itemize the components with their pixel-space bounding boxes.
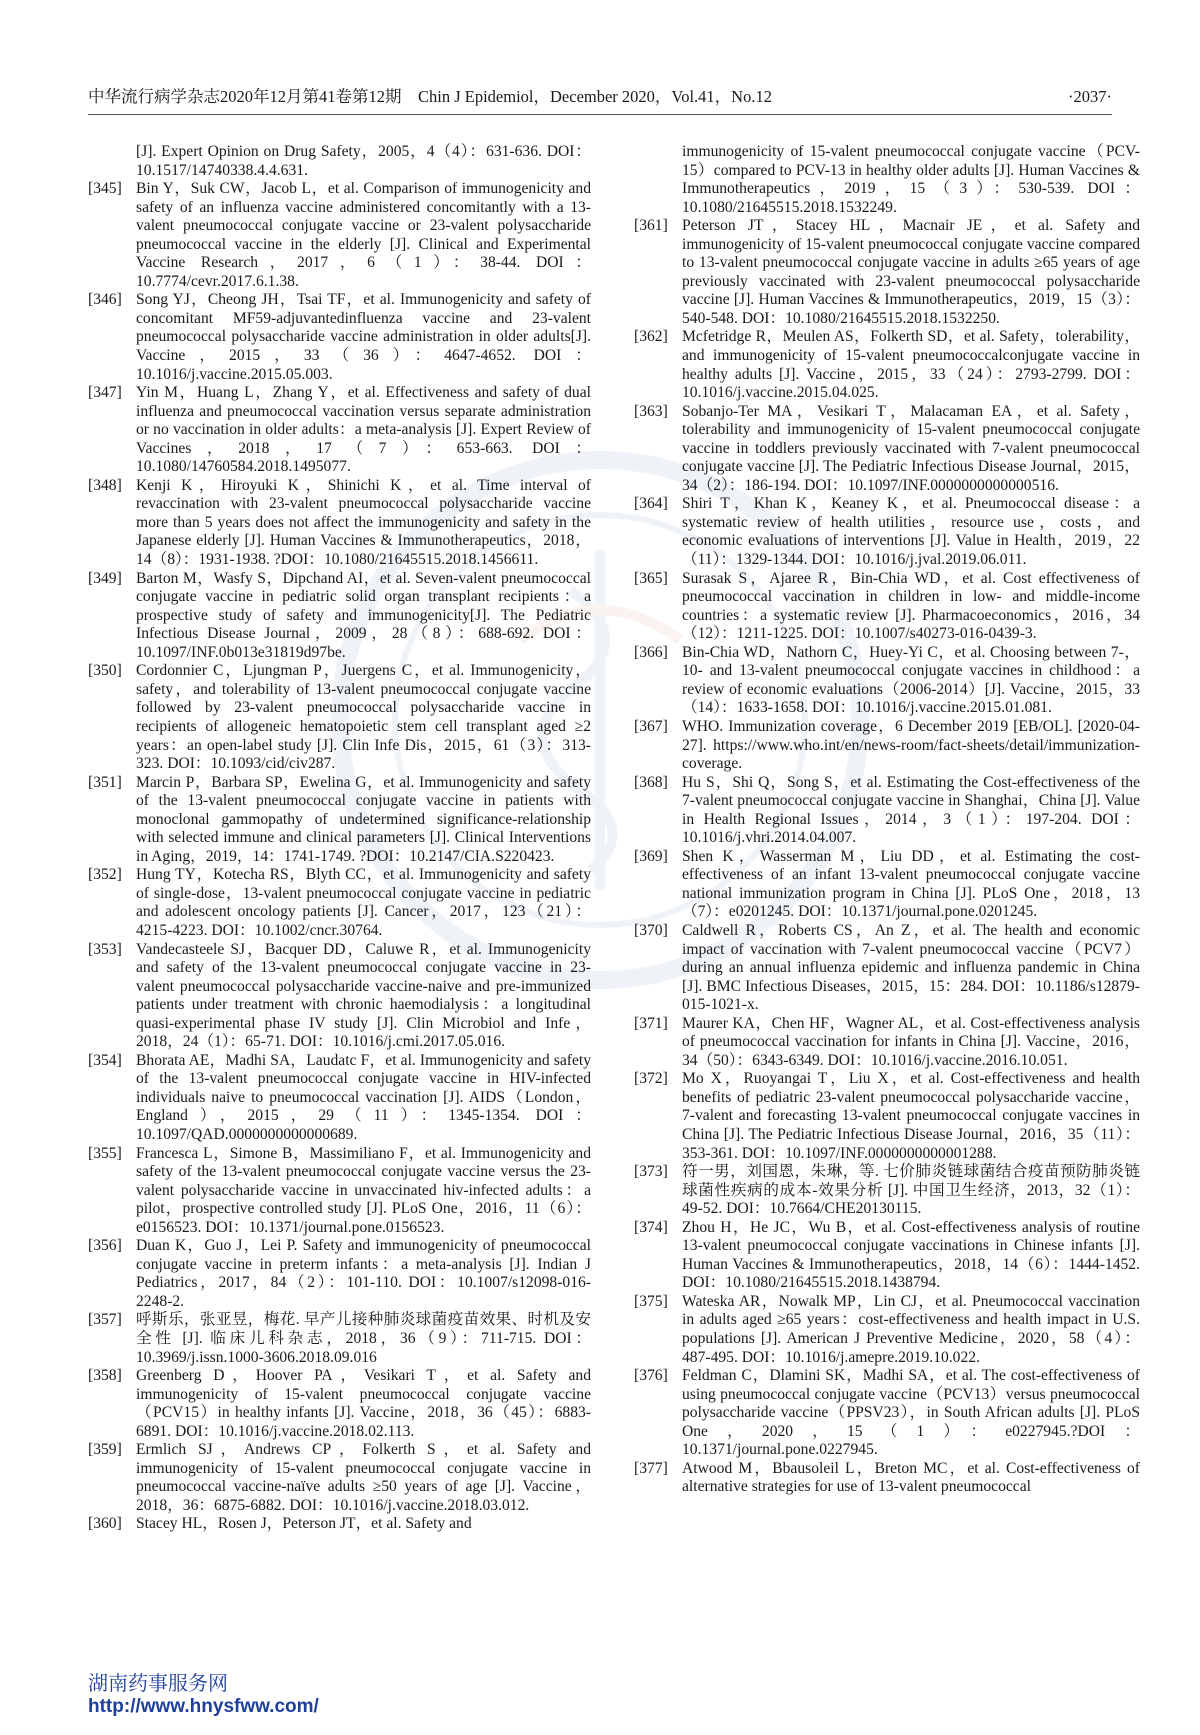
reference-entry [88,1367,591,1441]
reference-entry [88,291,591,384]
reference-entry [634,143,1140,217]
reference-number: [354] [88,1051,122,1069]
reference-number: [377] [634,1459,668,1477]
reference-number: [359] [88,1441,122,1459]
reference-number: [348] [88,476,122,494]
reference-number: [360] [88,1515,122,1533]
reference-text: WHO. Immunization coverage，6 December 2019 [EB/OL]. [2020-04-27]. https://www.who.int/en/news-room/fact-sheets/detail/immunization-coverage. [682,717,1140,773]
reference-text: Maurer KA，Chen HF，Wagner AL，et al. Cost-effectiveness analysis of pneumococcal vaccination for infants in China [J]. Vaccine，2016，34（50）：6343-6349. DOI：10.1016/j.vaccine.2016.10.051. [682,1014,1140,1069]
reference-number: [351] [88,773,122,791]
reference-text: Hu S，Shi Q，Song S，et al. Estimating the Cost-effectiveness of the 7-valent pneumococcal conjugate vaccine in Shanghai，China [J]. Value in Health Regional Issues，2014，3（1）：197-204. DOI：10.1016/j.vhri.2014.04.007. [682,773,1140,847]
reference-number: [373] [634,1163,668,1181]
reference-text: Zhou H，He JC，Wu B，et al. Cost-effectiveness analysis of routine 13-valent pneumococcal conjugate vaccinations in Chinese infants [J]. Human Vaccines & Immunotherapeutics，2018，14（6）：1444-1452. DOI：10.1080/21645515.2018.1438794. [682,1218,1140,1292]
reference-text: Wateska AR，Nowalk MP，Lin CJ，et al. Pneumococcal vaccination in adults aged ≥65 years：cost-effectiveness and health impact in U.S. populations [J]. American J Preventive Medicine，2020，58（4）：487-495. DOI：10.1016/j.amepre.2019.10.022. [682,1292,1140,1366]
reference-number: [345] [88,180,122,198]
reference-entry [634,1460,1140,1497]
reference-number: [363] [634,402,668,420]
reference-number: [358] [88,1367,122,1385]
reference-number: [352] [88,866,122,884]
reference-text: Yin M，Huang L，Zhang Y，et al. Effectiveness and safety of dual influenza and pneumococcal vaccination versus separate administration or no vaccination in older adults：a meta-analysis [J]. Expert Review of Vaccines，2018，17（7）：653-663. DOI：10.1080/14760584.2018.1495077. [136,384,591,476]
reference-entry [634,644,1140,718]
reference-text: 呼斯乐，张亚昱，梅花. 早产儿接种肺炎球菌疫苗效果、时机及安全性 [J]. 临床儿科杂志，2018，36（9）：711-715. DOI：10.3969/j.issn.1000-3606.2018.09.016 [136,1311,591,1366]
reference-text: Shiri T，Khan K，Keaney K，et al. Pneumococcal disease：a systematic review of health utilities，resource use，costs，and economic evaluations of interventions [J]. Value in Health，2019，22（11）：1329-1344. DOI：10.1016/j.jval.2019.06.011. [682,495,1140,569]
reference-text: [J]. Expert Opinion on Drug Safety，2005，4（4）：631-636. DOI：10.1517/14740338.4.4.631. [136,143,591,179]
reference-entry [634,217,1140,328]
reference-number: [356] [88,1237,122,1255]
footer-url-link[interactable]: http://www.hnysfww.com/ [88,1696,319,1717]
reference-entry [88,477,591,570]
reference-text: Francesca L，Simone B，Massimiliano F，et al. Immunogenicity and safety of the 13-valent pneumococcal conjugate vaccine versus the 23-valent polysaccharide vaccine in unvaccinated hiv-infected adults：a pilot，prospective controlled study [J]. PLoS One，2016，11（6）：e0156523. DOI：10.1371/journal.pone.0156523. [136,1144,591,1236]
reference-entry [88,1311,591,1367]
reference-entry [88,570,591,663]
reference-text: Shen K，Wasserman M，Liu DD，et al. Estimating the cost-effectiveness of an infant 13-valent pneumococcal conjugate vaccine national immunization program in China [J]. PLoS One，2018，13（7）：e0201245. DOI：10.1371/journal.pone.0201245. [682,847,1140,921]
reference-text: Duan K，Guo J，Lei P. Safety and immunogenicity of pneumococcal conjugate vaccine in preterm infants：a meta-analysis [J]. Indian J Pediatrics，2017，84（2）：101-110. DOI：10.1007/s12098-016-2248-2. [136,1237,591,1310]
reference-text: Peterson JT，Stacey HL，Macnair JE，et al. Safety and immunogenicity of 15-valent pneumococcal conjugate vaccine compared to 13-valent pneumococcal conjugate vaccine in adults ≥65 years of age previously vaccinated with 23-valent pneumococcal polysaccharide vaccine [J]. Human Vaccines & Immunotherapeutics，2019，15（3）：540-548. DOI：10.1080/21645515.2018.1532250. [682,217,1140,327]
page-number: ·2037· [1068,87,1112,106]
reference-entry [634,718,1140,774]
reference-text: Greenberg D，Hoover PA，Vesikari T，et al. Safety and immunogenicity of 15-valent pneumococcal conjugate vaccine（PCV15）in healthy infants [J]. Vaccine，2018，36（45）：6883-6891. DOI：10.1016/j.vaccine.2018.02.113. [136,1367,591,1440]
reference-text: 符一男，刘国恩，朱琳，等. 七价肺炎链球菌结合疫苗预防肺炎链球菌性疾病的成本-效果分析 [J]. 中国卫生经济，2013，32（1）：49-52. DOI：10.7664/CHE20130115. [682,1163,1140,1218]
reference-entry [634,1070,1140,1163]
reference-text: Feldman C，Dlamini SK，Madhi SA，et al. The cost-effectiveness of using pneumococcal conjugate vaccine（PCV13）versus pneumococcal polysaccharide vaccine（PPSV23），in South African adults [J]. PLoS One，2020，15（1）：e0227945.?DOI：10.1371/journal.pone.0227945. [682,1367,1140,1459]
reference-text: Surasak S，Ajaree R，Bin-Chia WD，et al. Cost effectiveness of pneumococcal vaccination in children in low- and middle-income countries：a systematic review [J]. Pharmacoeconomics，2016，34（12）：1211-1225. DOI：10.1007/s40273-016-0439-3. [682,569,1140,643]
reference-number: [366] [634,643,668,661]
reference-text: immunogenicity of 15-valent pneumococcal conjugate vaccine（PCV-15）compared to PCV-13 in healthy older adults [J]. Human Vaccines & Immunotherapeutics，2019，15（3）：530-539. DOI：10.1080/21645515.2018.1532249. [682,143,1140,216]
reference-number: [347] [88,384,122,402]
reference-text: Bin Y，Suk CW，Jacob L，et al. Comparison of immunogenicity and safety of an influenza vaccine administered concomitantly with a 13-valent pneumococcal conjugate vaccine or 23-valent polysaccharide pneumococcal vaccine in the elderly [J]. Clinical and Experimental Vaccine Research，2017，6（1）：38-44. DOI：10.7774/cevr.2017.6.1.38. [136,180,591,290]
reference-number: [353] [88,940,122,958]
reference-number: [369] [634,847,668,865]
reference-entry [634,848,1140,922]
reference-entry [634,1163,1140,1219]
reference-column-left [88,143,591,1534]
reference-entry [634,495,1140,569]
reference-number: [371] [634,1014,668,1032]
reference-column-right [634,143,1140,1497]
reference-number: [357] [88,1311,122,1329]
reference-text: Vandecasteele SJ，Bacquer DD，Caluwe R，et al. Immunogenicity and safety of the 13-valent pneumococcal conjugate vaccine in 23-valent pneumococcal polysaccharide vaccine-naive and pre-immunized patients under treatment with chronic haemodialysis：a longitudinal quasi-experimental phase IV study [J]. Clin Microbiol and Infe，2018，24（1）：65-71. DOI：10.1016/j.cmi.2017.05.016. [136,940,591,1051]
reference-entry [634,922,1140,1015]
reference-entry [88,143,591,180]
reference-text: Bin-Chia WD，Nathorn C，Huey-Yi C，et al. Choosing between 7-，10- and 13-valent pneumococcal conjugate vaccines in childhood：a review of economic evaluations（2006-2014）[J]. Vaccine，2015，33（14）：1633-1658. DOI：10.1016/j.vaccine.2015.01.081. [682,643,1140,717]
reference-number: [346] [88,291,122,309]
reference-text: Mcfetridge R，Meulen AS，Folkerth SD，et al. Safety，tolerability，and immunogenicity of 15-valent pneumococcalconjugate vaccine in healthy adults [J]. Vaccine，2015，33（24）：2793-2799. DOI：10.1016/j.vaccine.2015.04.025. [682,328,1140,402]
reference-text: Ermlich SJ，Andrews CP，Folkerth S，et al. Safety and immunogenicity of 15-valent pneumococcal conjugate vaccine in pneumococcal vaccine-naïve adults ≥50 years of age [J]. Vaccine，2018，36：6875-6882. DOI：10.1016/j.vaccine.2018.03.012. [136,1441,591,1514]
reference-text: Sobanjo-Ter MA，Vesikari T，Malacaman EA，et al. Safety，tolerability and immunogenicity of 15-valent pneumococcal conjugate vaccine in toddlers previously vaccinated with 7-valent pneumococcal conjugate vaccine [J]. The Pediatric Infectious Disease Journal，2015，34（2）：186-194. DOI：10.1097/INF.0000000000000516. [682,402,1140,494]
reference-entry [88,941,591,1052]
reference-entry [634,1219,1140,1293]
reference-entry [88,180,591,291]
reference-entry [634,403,1140,496]
reference-text: Caldwell R，Roberts CS，An Z，et al. The health and economic impact of vaccination with 7-valent pneumococcal vaccine（PCV7）during an annual influenza epidemic and influenza pandemic in China [J]. BMC Infectious Diseases，2015，15：284. DOI：10.1186/s12879-015-1021-x. [682,921,1140,1014]
reference-number: [375] [634,1292,668,1310]
running-header [88,86,1112,115]
reference-entry [88,774,591,867]
reference-text: Marcin P，Barbara SP，Ewelina G，et al. Immunogenicity and safety of the 13-valent pneumococcal conjugate vaccine in patients with monoclonal gammopathy of undetermined significance-relationship with selected immune and clinical parameters [J]. Clinical Interventions in Aging，2019，14：1741-1749. ?DOI：10.2147/CIA.S220423. [136,773,591,865]
reference-number: [364] [634,495,668,513]
reference-number: [370] [634,921,668,939]
reference-entry [88,384,591,477]
reference-entry [88,1441,591,1515]
reference-number: [362] [634,328,668,346]
reference-text: Mo X，Ruoyangai T，Liu X，et al. Cost-effectiveness and health benefits of pediatric 23-valent pneumococcal polysaccharide vaccine，7-valent and forecasting 13-valent pneumococcal conjugate vaccines in China [J]. The Pediatric Infectious Disease Journal，2016，35（11）：353-361. DOI：10.1097/INF.0000000000001288. [682,1070,1140,1162]
reference-number: [372] [634,1070,668,1088]
reference-text: Stacey HL，Rosen J，Peterson JT，et al. Safety and [136,1515,472,1533]
reference-entry [88,1237,591,1311]
reference-number: [361] [634,217,668,235]
reference-entry [634,1367,1140,1460]
reference-number: [350] [88,662,122,680]
reference-number: [368] [634,773,668,791]
reference-entry [88,866,591,940]
reference-number: [374] [634,1218,668,1236]
reference-number: [355] [88,1144,122,1162]
reference-number: [365] [634,569,668,587]
reference-entry [634,774,1140,848]
footer-site-name: 湖南药事服务网 [88,1673,228,1695]
reference-text: Atwood M，Bbausoleil L，Breton MC，et al. Cost-effectiveness of alternative strategies for use of 13-valent pneumococcal [682,1459,1140,1496]
reference-text: Song YJ，Cheong JH，Tsai TF，et al. Immunogenicity and safety of concomitant MF59-adjuvantedinfluenza vaccine and 23-valent pneumococcal polysaccharide vaccine administration in older adults[J]. Vaccine，2015，33（36）：4647-4652. DOI：10.1016/j.vaccine.2015.05.003. [136,291,591,383]
reference-text: Bhorata AE，Madhi SA，Laudatc F，et al. Immunogenicity and safety of the 13-valent pneumococcal conjugate vaccine in HIV-infected individuals naive to pneumococcal vaccination [J]. AIDS（London，England），2015，29（11）：1345-1354. DOI：10.1097/QAD.0000000000000689. [136,1051,591,1143]
reference-number: [376] [634,1367,668,1385]
reference-entry [88,1145,591,1238]
reference-number: [367] [634,717,668,735]
reference-text: Cordonnier C，Ljungman P，Juergens C，et al. Immunogenicity，safety，and tolerability of 13-valent pneumococcal conjugate vaccine followed by 23-valent pneumococcal polysaccharide vaccine in recipients of allogeneic hematopoietic stem cell transplant aged ≥2 years：an open-label study [J]. Clin Infe Dis，2015，61（3）：313-323. DOI：10.1093/cid/civ287. [136,662,591,773]
reference-text: Hung TY，Kotecha RS，Blyth CC，et al. Immunogenicity and safety of single-dose，13-valent pneumococcal conjugate vaccine in pediatric and adolescent oncology patients [J]. Cancer，2017，123（21）：4215-4223. DOI：10.1002/cncr.30764. [136,866,591,939]
reference-entry [634,1293,1140,1367]
reference-number: [349] [88,569,122,587]
reference-entry [634,1015,1140,1071]
reference-entry [634,570,1140,644]
reference-text: Kenji K，Hiroyuki K，Shinichi K，et al. Time interval of revaccination with 23-valent pneumococcal polysaccharide vaccine more than 5 years does not affect the immunogenicity and safety in the Japanese elderly [J]. Human Vaccines & Immunotherapeutics，2018，14（8）：1931-1938. ?DOI：10.1080/21645515.2018.1456611. [136,476,591,569]
reference-entry [634,328,1140,402]
footer-watermark [88,1672,319,1718]
reference-entry [88,662,591,773]
journal-citation-line: 中华流行病学杂志2020年12月第41卷第12期 Chin J Epidemiol，December 2020，Vol.41，No.12 [88,87,772,106]
reference-entry [88,1515,591,1534]
reference-text: Barton M，Wasfy S，Dipchand AI，et al. Seven-valent pneumococcal conjugate vaccine in pediatric solid organ transplant recipients：a prospective study of safety and immunogenicity[J]. The Pediatric Infectious Disease Journal，2009，28（8）：688-692. DOI：10.1097/INF.0b013e31819d97be. [136,569,591,661]
reference-entry [88,1052,591,1145]
